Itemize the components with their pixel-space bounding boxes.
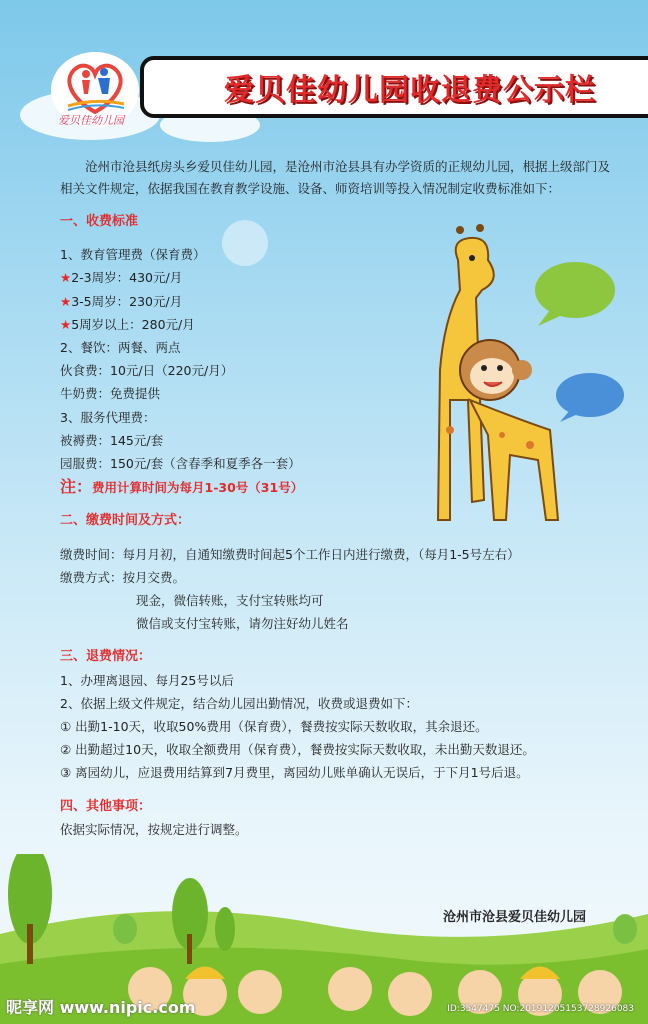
fee-item: 1、教育管理费（保育费） xyxy=(60,247,206,263)
payment-time: 缴费时间：每月月初，自通知缴费时间起5个工作日内进行缴费，（每月1-5号左右） xyxy=(60,546,520,562)
section-heading-other: 四、其他事项： xyxy=(60,798,152,814)
fee-item: 伙食费：10元/日（220元/月） xyxy=(60,363,234,379)
page-title: 爱贝佳幼儿园收退费公示栏 xyxy=(224,73,596,108)
section-heading-fees: 一、收费标准 xyxy=(60,214,139,229)
star-icon: ★ xyxy=(60,316,72,332)
intro-paragraph: 沧州市沧县纸房头乡爱贝佳幼儿园，是沧州市沧县具有办学资质的正规幼儿园，根据上级部门及相关文件规定，依据我国在教育教学设施、设备、师资培训等投入情况制定收费标准如下： xyxy=(60,159,611,196)
fee-list xyxy=(60,243,620,475)
fee-item: 园服费：150元/套（含春季和夏季各一套） xyxy=(60,456,301,472)
notice-content xyxy=(60,156,620,841)
title-banner xyxy=(140,56,648,118)
payment-method-detail: 现金，微信转账，支付宝转账均可 xyxy=(136,593,324,609)
watermark-id: ID:3547475 NO:20191205153728926083 xyxy=(447,1004,634,1014)
refund-item: 2、依据上级文件规定，结合幼儿园出勤情况，收费或退费如下： xyxy=(60,695,418,711)
fee-note: 注：费用计算时间为每月1-30号（31号） xyxy=(60,477,304,497)
payment-method-note: 微信或支付宝转账，请勿注好幼儿姓名 xyxy=(136,616,349,632)
star-icon: ★ xyxy=(60,293,72,309)
header xyxy=(50,50,640,130)
refund-item: ① 出勤1-10天，收取50%费用（保育费），餐费按实际天数收取，其余退还。 xyxy=(60,719,488,735)
refund-item: 1、办理离退园、每月25号以后 xyxy=(60,672,234,688)
fee-item: 被褥费：145元/套 xyxy=(60,432,164,448)
section-heading-refund: 三、退费情况： xyxy=(60,649,152,665)
fee-item: 牛奶费：免费提供 xyxy=(60,386,161,402)
other-text: 依据实际情况，按规定进行调整。 xyxy=(60,821,248,837)
watermark: 昵享网 www.nipic.com xyxy=(6,998,196,1017)
refund-list xyxy=(60,669,620,785)
refund-item: ③ 离园幼儿，应退费用结算到7月费里，离园幼儿账单确认无误后，于下月1号后退。 xyxy=(60,765,529,781)
fee-item: 2、餐饮：两餐、两点 xyxy=(60,340,181,356)
fee-item: ★5周岁以上：280元/月 xyxy=(60,316,195,332)
fee-item: ★2-3周岁：430元/月 xyxy=(60,270,183,286)
logo-caption: 爱贝佳幼儿园 xyxy=(58,114,124,127)
fee-item: ★3-5周岁：230元/月 xyxy=(60,293,183,309)
section-heading-payment: 二、缴费时间及方式： xyxy=(60,513,191,529)
signature: 沧州市沧县爱贝佳幼儿园 xyxy=(442,910,586,925)
star-icon: ★ xyxy=(60,270,72,286)
payment-method: 缴费方式：按月交费。 xyxy=(60,569,186,585)
refund-item: ② 出勤超过10天，收取全额费用（保育费），餐费按实际天数收取，未出勤天数退还。 xyxy=(60,742,535,758)
fee-item: 3、服务代理费： xyxy=(60,409,156,425)
